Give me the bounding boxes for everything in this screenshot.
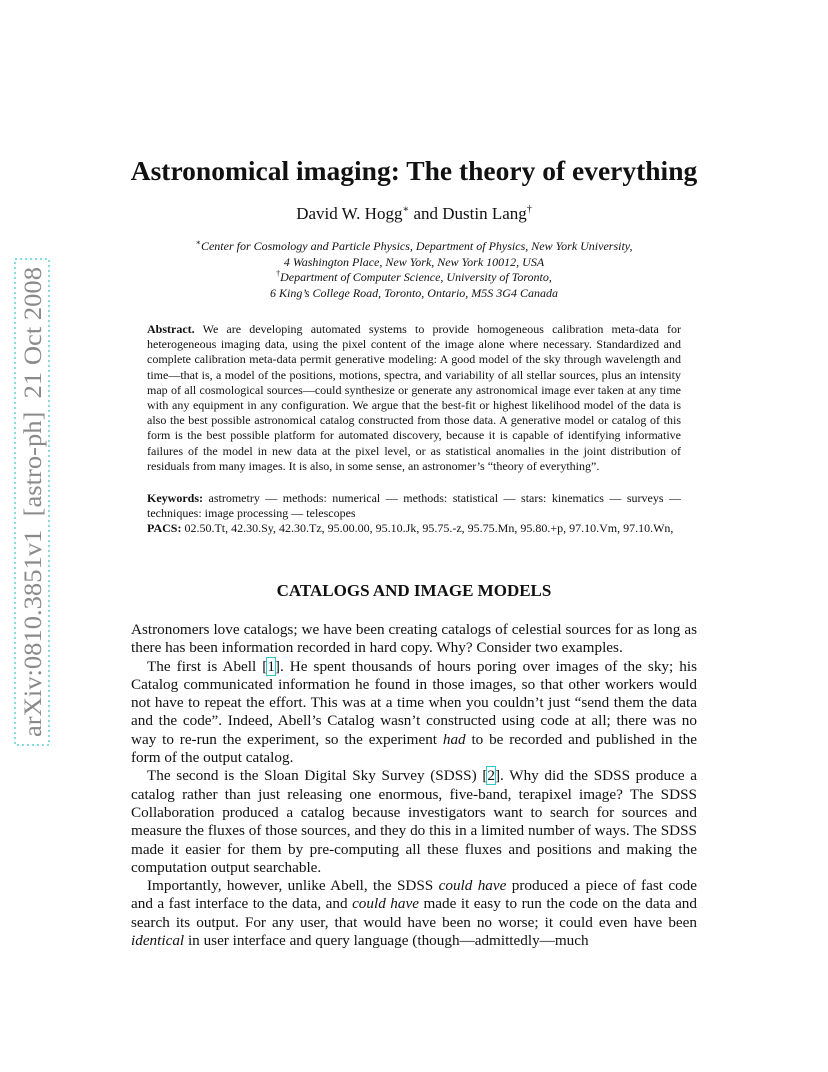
affiliation-text: Department of Computer Science, University of Toronto,	[280, 270, 552, 284]
author-line	[0, 203, 828, 225]
text-run: to be recorded and published in the form of the output catalog.	[131, 730, 698, 767]
affiliation-line	[0, 255, 828, 271]
affiliations	[0, 239, 828, 301]
text-run: Importantly, however, unlike Abell, the SDSS	[147, 877, 439, 895]
affiliation-mark: †	[276, 269, 281, 278]
affiliation-text: 6 King’s College Road, Toronto, Ontario, M5S 3G4 Canada	[270, 285, 558, 300]
emphasis: could have	[352, 895, 419, 913]
emphasis: had	[442, 730, 466, 748]
text-run: in user interface and query language (though—admittedly—much	[184, 932, 589, 950]
text-run: ]. Why did the SDSS produce a catalog rather than just releasing one enormous, five-band, terapixel image? The SDSS Collaboration produced a catalog because investigators want to search for sources and measure the fluxes of those sources, and they do this in a limited number of ways. The SDSS made it easier for them by pre-computing all these fluxes and positions and making the computation output searchable.	[131, 767, 698, 876]
author-lang: Dustin Lang	[442, 204, 527, 223]
affiliation-line	[0, 239, 828, 255]
affiliation-text: Center for Cosmology and Particle Physics, Department of Physics, New York University,	[200, 239, 633, 253]
author-conjunction: and	[409, 204, 443, 223]
author-hogg-mark: ∗	[402, 204, 410, 215]
keywords-label: Keywords:	[147, 491, 203, 505]
text-run: made it easy to run the code on the data and search its output. For any user, that would have been no worse; it could even have been	[131, 895, 697, 931]
text-run: ]. He spent thousands of hours poring over images of the sky; his Catalog communicated information he found in those images, so that other workers would not have to repeat the effort. This was at a time when you couldn’t just “send them the data and the code”. Indeed, Abell’s Catalog wasn’t constructed using code at all; there was no way to re-run the experiment, so the experiment	[131, 657, 697, 748]
affiliation-line	[0, 286, 828, 302]
citation-link-1[interactable]: 1	[267, 657, 275, 675]
section-body	[131, 621, 697, 950]
abstract-text: We are developing automated systems to provide homogeneous calibration meta-data for heterogeneous imaging data, using the pixel content of the image alone where necessary. Standardized and complete calibration meta-data permit generative modeling: A good model of the sky through wavelength and time—that is, a model of the positions, motions, spectra, and variability of all stellar sources, plus an intensity map of all cosmological sources—could synthesize or generate any astronomical image ever taken at any time with any equipment in any configuration. We argue that the best-fit or highest likelihood model of the data is also the best possible astronomical catalog constructed from those data. A generative model or catalog of this form is the best possible platform for automated discovery, because it is capable of identifying informative failures of the model in new data at the pixel level, or as statistical anomalies in the joint distribution of residuals from many images. It is also, in some sense, an astronomer’s “theory of everything”.	[147, 322, 681, 473]
text-run: The first is Abell [	[147, 657, 268, 675]
emphasis: could have	[438, 877, 507, 895]
text-run: The second is the Sloan Digital Sky Survey (SDSS) [	[147, 767, 488, 785]
author-hogg: David W. Hogg	[296, 204, 403, 223]
pacs-label: PACS:	[147, 521, 182, 535]
affiliation-line	[0, 270, 828, 286]
arxiv-id: arXiv:0810.3851v1 [astro-ph] 21 Oct 2008	[20, 294, 47, 737]
citation-link-2[interactable]: 2	[487, 767, 495, 785]
paragraph-2	[131, 658, 697, 768]
paragraph-4	[131, 877, 697, 950]
keywords	[147, 491, 681, 521]
affiliation-mark: ∗	[195, 238, 201, 247]
emphasis: identical	[131, 932, 185, 950]
arxiv-stamp	[14, 258, 50, 746]
affiliation-text: 4 Washington Place, New York, New York 10012, USA	[283, 254, 545, 269]
paragraph-1: Astronomers love catalogs; we have been creating catalogs of celestial sources for as long as there has been information recorded in hard copy. Why? Consider two examples.	[131, 621, 697, 657]
pacs	[147, 521, 681, 536]
abstract	[147, 322, 681, 474]
abstract-label: Abstract.	[147, 322, 195, 336]
pacs-text: 02.50.Tt, 42.30.Sy, 42.30.Tz, 95.00.00, 95.10.Jk, 95.75.-z, 95.75.Mn, 95.80.+p, 97.10.Vm, 97.10.Wn,	[184, 521, 674, 535]
author-lang-mark: †	[526, 204, 532, 215]
text-run: produced a piece of fast code and a fast interface to the data, and	[131, 877, 697, 913]
paragraph-3	[131, 767, 697, 877]
paper-title: Astronomical imaging: The theory of everything	[130, 155, 698, 186]
keywords-text: astrometry — methods: numerical — methods: statistical — stars: kinematics — surveys — techniques: image processing — telescopes	[147, 491, 682, 521]
section-title: CATALOGS AND IMAGE MODELS	[276, 581, 552, 600]
